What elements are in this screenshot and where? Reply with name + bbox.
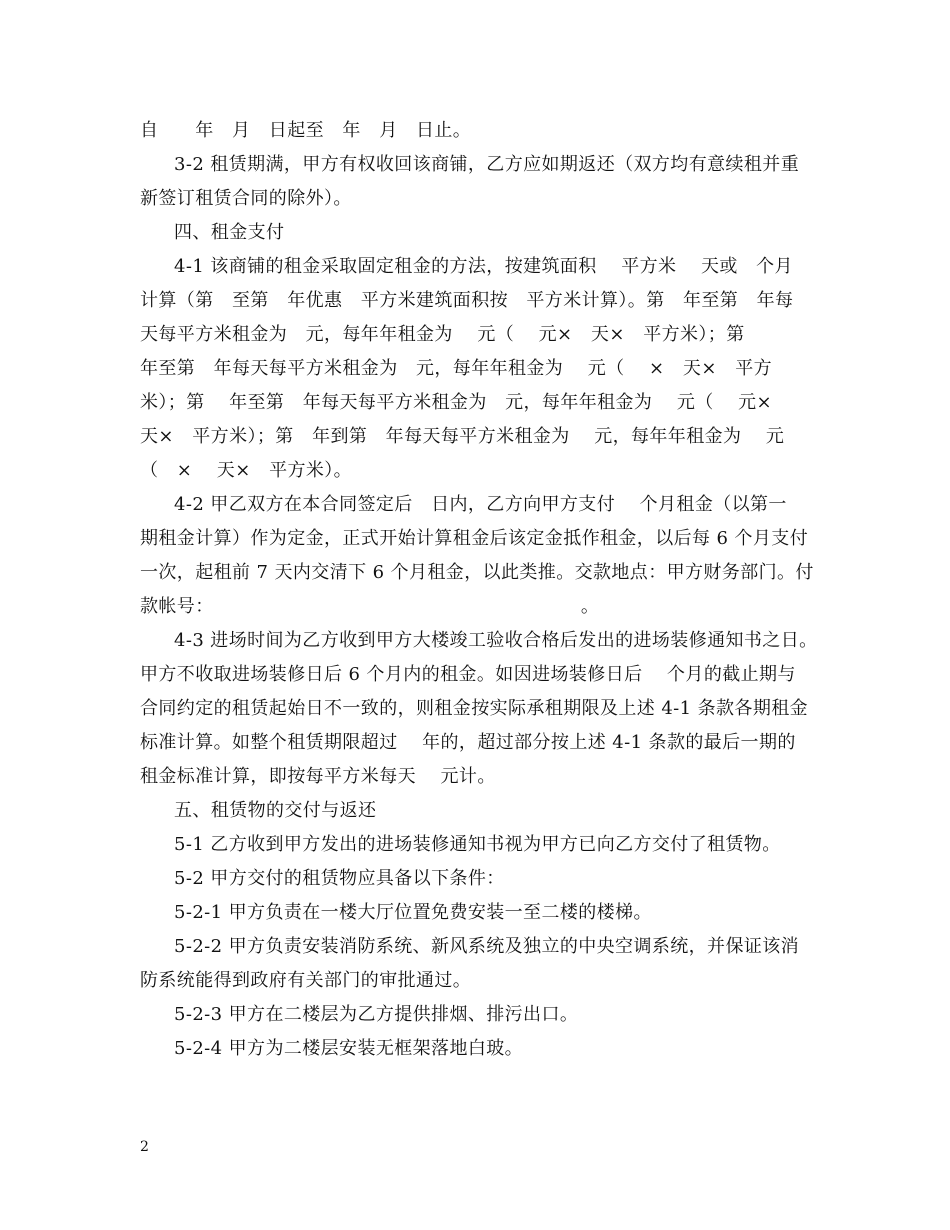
text-line: 标准计算。如整个租赁期限超过 年的，超过部分按上述 4-1 条款的最后一期的 — [140, 732, 796, 753]
text-line: 自 年 月 日起至 年 月 日止。 — [140, 120, 472, 141]
text-line: 款帐号： 。 — [140, 596, 600, 617]
text-line: 天× 平方米）；第 年到第 年每天每平方米租金为 元，每年年租金为 元 — [140, 426, 785, 447]
text-line: 防系统能得到政府有关部门的审批通过。 — [140, 970, 472, 991]
section-heading-delivery-return: 五、租赁物的交付与返还 — [174, 800, 377, 821]
clause-5-2-1: 5-2-1 甲方负责在一楼大厅位置免费安装一至二楼的楼梯。 — [174, 902, 652, 923]
clause-5-2-3: 5-2-3 甲方在二楼层为乙方提供排烟、排污出口。 — [174, 1004, 579, 1025]
clause-5-2-2: 5-2-2 甲方负责安装消防系统、新风系统及独立的中央空调系统，并保证该消 — [174, 936, 800, 957]
text-line: 年至第 年每天每平方米租金为 元，每年年租金为 元（ × 天× 平方 — [140, 358, 773, 379]
clause-4-1: 4-1 该商铺的租金采取固定租金的方法，按建筑面积 平方米 天或 个月 — [174, 256, 793, 277]
text-line: 期租金计算）作为定金，正式开始计算租金后该定金抵作租金，以后每 6 个月支付 — [140, 528, 809, 549]
text-line: 甲方不收取进场装修日后 6 个月内的租金。如因进场装修日后 个月的截止期与 — [140, 664, 796, 685]
clause-4-2: 4-2 甲乙双方在本合同签定后 日内，乙方向甲方支付 个月租金（以第一 — [174, 494, 787, 515]
clause-5-2: 5-2 甲方交付的租赁物应具备以下条件： — [174, 868, 505, 889]
text-line: 租金标准计算，即按每平方米每天 元计。 — [140, 766, 496, 787]
text-line: （ × 天× 平方米）。 — [140, 460, 353, 481]
text-line: 计算（第 至第 年优惠 平方米建筑面积按 平方米计算）。第 年至第 年每 — [140, 290, 794, 311]
text-line: 米）；第 年至第 年每天每平方米租金为 元，每年年租金为 元（ 元× — [140, 392, 773, 413]
text-line: 新签订租赁合同的除外）。 — [140, 188, 352, 209]
text-line: 一次，起租前 7 天内交清下 6 个月租金，以此类推。交款地点：甲方财务部门。付 — [140, 562, 814, 583]
text-line: 合同约定的租赁起始日不一致的，则租金按实际承租期限及上述 4-1 条款各期租金 — [140, 698, 809, 719]
clause-4-3: 4-3 进场时间为乙方收到甲方大楼竣工验收合格后发出的进场装修通知书之日。 — [174, 630, 818, 651]
text-line: 天每平方米租金为 元，每年年租金为 元（ 元× 天× 平方米）；第 — [140, 324, 745, 345]
page-number: 2 — [140, 1139, 149, 1155]
clause-5-1: 5-1 乙方收到甲方发出的进场装修通知书视为甲方已向乙方交付了租赁物。 — [174, 834, 781, 855]
clause-5-2-4: 5-2-4 甲方为二楼层安装无框架落地白玻。 — [174, 1038, 524, 1059]
section-heading-rent-payment: 四、租金支付 — [174, 222, 285, 243]
clause-3-2: 3-2 租赁期满，甲方有权收回该商铺，乙方应如期返还（双方均有意续租并重 — [174, 154, 800, 175]
